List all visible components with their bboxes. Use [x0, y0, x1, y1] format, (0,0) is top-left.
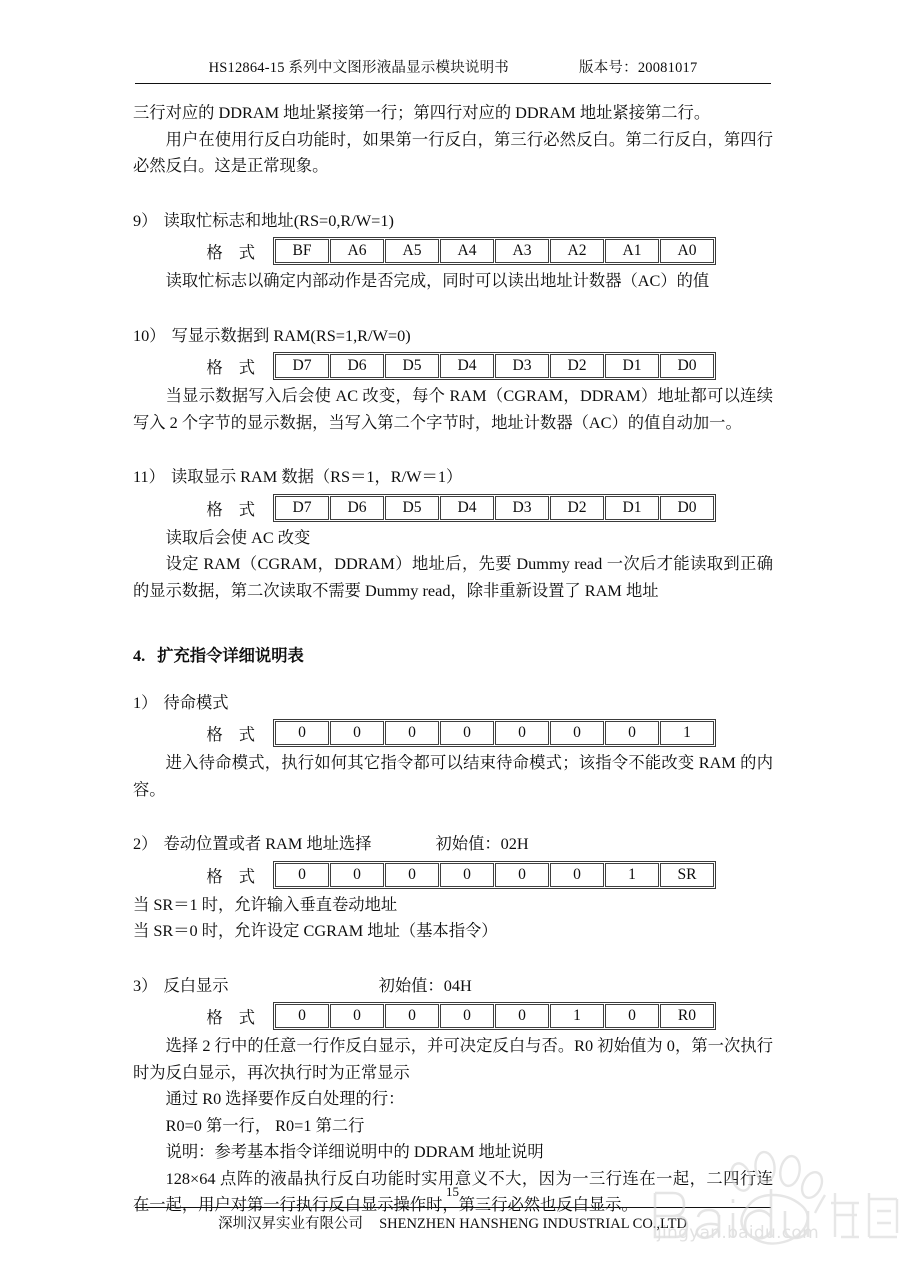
ext-item-1-format-row	[133, 718, 773, 748]
bit-cell: D3	[495, 496, 549, 520]
format-label: 格 式	[206, 1008, 261, 1027]
bit-table	[273, 352, 716, 380]
footer-company-en: SHENZHEN HANSHENG INDUSTRIAL CO.,LTD	[379, 1216, 687, 1232]
bit-cell: A2	[550, 239, 604, 263]
bit-cell: 1	[605, 863, 659, 887]
bit-table	[273, 719, 716, 747]
basic-item-11-note-1: 读取后会使 AC 改变	[165, 527, 311, 547]
ext-item-3-heading	[133, 973, 773, 1000]
intro-line-2: 用户在使用行反白功能时，如果第一行反白，第三行必然反白。第二行反白，第四行必然反白。这是正常现象。	[133, 129, 773, 175]
bit-cell: 0	[550, 721, 604, 745]
bit-cell: D6	[330, 496, 384, 520]
section-4-number: 4.	[133, 646, 146, 665]
bit-cell: 0	[495, 863, 549, 887]
bit-cell: D1	[605, 496, 659, 520]
bit-cell: D5	[385, 354, 439, 378]
ext-item-3-format-row	[133, 1001, 773, 1031]
intro-line-1: 三行对应的 DDRAM 地址紧接第一行；第四行对应的 DDRAM 地址紧接第二行。	[133, 103, 711, 122]
bit-cell: D3	[495, 354, 549, 378]
bit-cell: D0	[660, 496, 714, 520]
header-version: 版本号：20081017	[579, 60, 698, 76]
bit-cell: D7	[275, 354, 329, 378]
ext-item-2-number: 2）	[133, 834, 158, 853]
bit-cell: 0	[275, 1004, 329, 1028]
bit-table	[273, 237, 716, 265]
bit-cell: BF	[275, 239, 329, 263]
ext-item-3-note-2: 通过 R0 选择要作反白处理的行：	[165, 1089, 405, 1108]
format-label: 格 式	[206, 725, 261, 744]
ext-item-3-note-3: R0=0 第一行， R0=1 第二行	[165, 1115, 365, 1135]
bit-cell: 0	[385, 721, 439, 745]
ext-item-2-heading	[133, 831, 773, 858]
bit-cell: A6	[330, 239, 384, 263]
ext-item-2-note-2: 当 SR＝0 时，允许设定 CGRAM 地址（基本指令）	[133, 921, 498, 940]
footer-company	[0, 1212, 905, 1233]
format-label: 格 式	[206, 358, 261, 377]
bit-cell: 0	[495, 721, 549, 745]
bit-cell: 0	[330, 721, 384, 745]
ext-item-1-number: 1）	[133, 692, 158, 712]
document-body	[133, 100, 773, 1219]
ext-item-2-note-1: 当 SR＝1 时，允许输入垂直卷动地址	[133, 894, 398, 914]
bit-cell: 0	[550, 863, 604, 887]
bit-cell: 0	[605, 1004, 659, 1028]
header-divider	[135, 83, 771, 84]
bit-cell: D6	[330, 354, 384, 378]
bit-cell: D1	[605, 354, 659, 378]
bit-cell: 1	[550, 1004, 604, 1028]
ext-item-1-title: 待命模式	[163, 692, 229, 712]
bit-cell: 0	[440, 1004, 494, 1028]
ext-item-2-format-row	[133, 860, 773, 890]
ext-item-3-initial-value: 初始值：04H	[378, 975, 472, 995]
header-title: HS12864-15 系列中文图形液晶显示模块说明书	[208, 60, 510, 76]
bit-cell: 0	[605, 721, 659, 745]
basic-item-11-heading	[133, 464, 773, 491]
basic-item-9-format-row	[133, 236, 773, 266]
bit-cell: SR	[660, 863, 714, 887]
ext-item-3-title: 反白显示	[163, 975, 229, 995]
bit-cell: 0	[275, 721, 329, 745]
bit-cell: D7	[275, 496, 329, 520]
basic-item-9-title: 读取忙标志和地址(RS=0,R/W=1)	[163, 210, 394, 230]
basic-item-9-heading	[133, 208, 773, 235]
bit-table	[273, 861, 716, 889]
basic-item-9-number: 9）	[133, 210, 158, 230]
bit-cell: 1	[660, 721, 714, 745]
bit-cell: D2	[550, 496, 604, 520]
bit-cell: 0	[440, 721, 494, 745]
bit-cell: 0	[330, 1004, 384, 1028]
bit-cell: D4	[440, 496, 494, 520]
bit-cell: 0	[385, 1004, 439, 1028]
basic-item-10-number: 10）	[133, 325, 166, 345]
bit-cell: 0	[275, 863, 329, 887]
basic-item-10-note-1: 当显示数据写入后会使 AC 改变，每个 RAM（CGRAM，DDRAM）地址都可以连续写入 2 个字节的显示数据，当写入第二个字节时，地址计数器（AC）的值自动加一。	[133, 386, 773, 432]
ext-item-3-note-1: 选择 2 行中的任意一行作反白显示，并可决定反白与否。R0 初始值为 0，第一次执行时为反白显示，再次执行时为正常显示	[133, 1036, 773, 1082]
bit-cell: D4	[440, 354, 494, 378]
basic-item-11-title: 读取显示 RAM 数据（RS＝1，R/W＝1）	[170, 467, 463, 486]
bit-table	[273, 1002, 716, 1030]
bit-cell: D0	[660, 354, 714, 378]
bit-cell: A3	[495, 239, 549, 263]
ext-item-1-note-1: 进入待命模式，执行如何其它指令都可以结束待命模式；该指令不能改变 RAM 的内容。	[133, 753, 773, 799]
format-label: 格 式	[206, 243, 261, 262]
basic-item-11-format-row	[133, 493, 773, 523]
bit-cell: D2	[550, 354, 604, 378]
bit-table	[273, 494, 716, 522]
ext-item-1-heading	[133, 690, 773, 717]
footer-divider	[135, 1207, 771, 1208]
ext-item-2-title: 卷动位置或者 RAM 地址选择	[163, 834, 372, 853]
basic-item-10-format-row	[133, 351, 773, 381]
bit-cell: A0	[660, 239, 714, 263]
bit-cell: 0	[495, 1004, 549, 1028]
basic-item-10-heading	[133, 323, 773, 350]
format-label: 格 式	[206, 499, 261, 519]
footer-company-cn: 深圳汉昇实业有限公司	[218, 1216, 364, 1232]
bit-cell: R0	[660, 1004, 714, 1028]
format-label: 格 式	[206, 866, 261, 886]
page-header	[135, 56, 771, 77]
bit-cell: A5	[385, 239, 439, 263]
bit-cell: A4	[440, 239, 494, 263]
bit-cell: 0	[440, 863, 494, 887]
bit-cell: 0	[385, 863, 439, 887]
ext-item-3-number: 3）	[133, 975, 158, 995]
bit-cell: D5	[385, 496, 439, 520]
section-4-heading	[133, 643, 773, 670]
bit-cell: 0	[330, 863, 384, 887]
watermark-url: jingyan.baidu.com	[657, 1223, 819, 1243]
basic-item-9-note-1: 读取忙标志以确定内部动作是否完成，同时可以读出地址计数器（AC）的值	[165, 271, 710, 290]
ext-item-3-note-4: 说明：参考基本指令详细说明中的 DDRAM 地址说明	[165, 1142, 544, 1161]
basic-item-11-note-2: 设定 RAM（CGRAM，DDRAM）地址后，先要 Dummy read 一次后才能读取到正确的显示数据，第二次读取不需要 Dummy read，除非重新设置了 RAM 地址	[133, 554, 773, 600]
ext-item-3-note-5: 128×64 点阵的液晶执行反白功能时实用意义不大，因为一三行连在一起，二四行连在一起，用户对第一行执行反白显示操作时，第三行必然也反白显示。	[133, 1168, 773, 1214]
ext-item-2-initial-value: 初始值：02H	[435, 834, 529, 853]
basic-item-11-number: 11）	[133, 467, 165, 486]
page-number: 15	[446, 1184, 459, 1199]
basic-item-10-title: 写显示数据到 RAM(RS=1,R/W=0)	[171, 325, 411, 345]
section-4-title: 扩充指令详细说明表	[157, 646, 304, 665]
bit-cell: A1	[605, 239, 659, 263]
